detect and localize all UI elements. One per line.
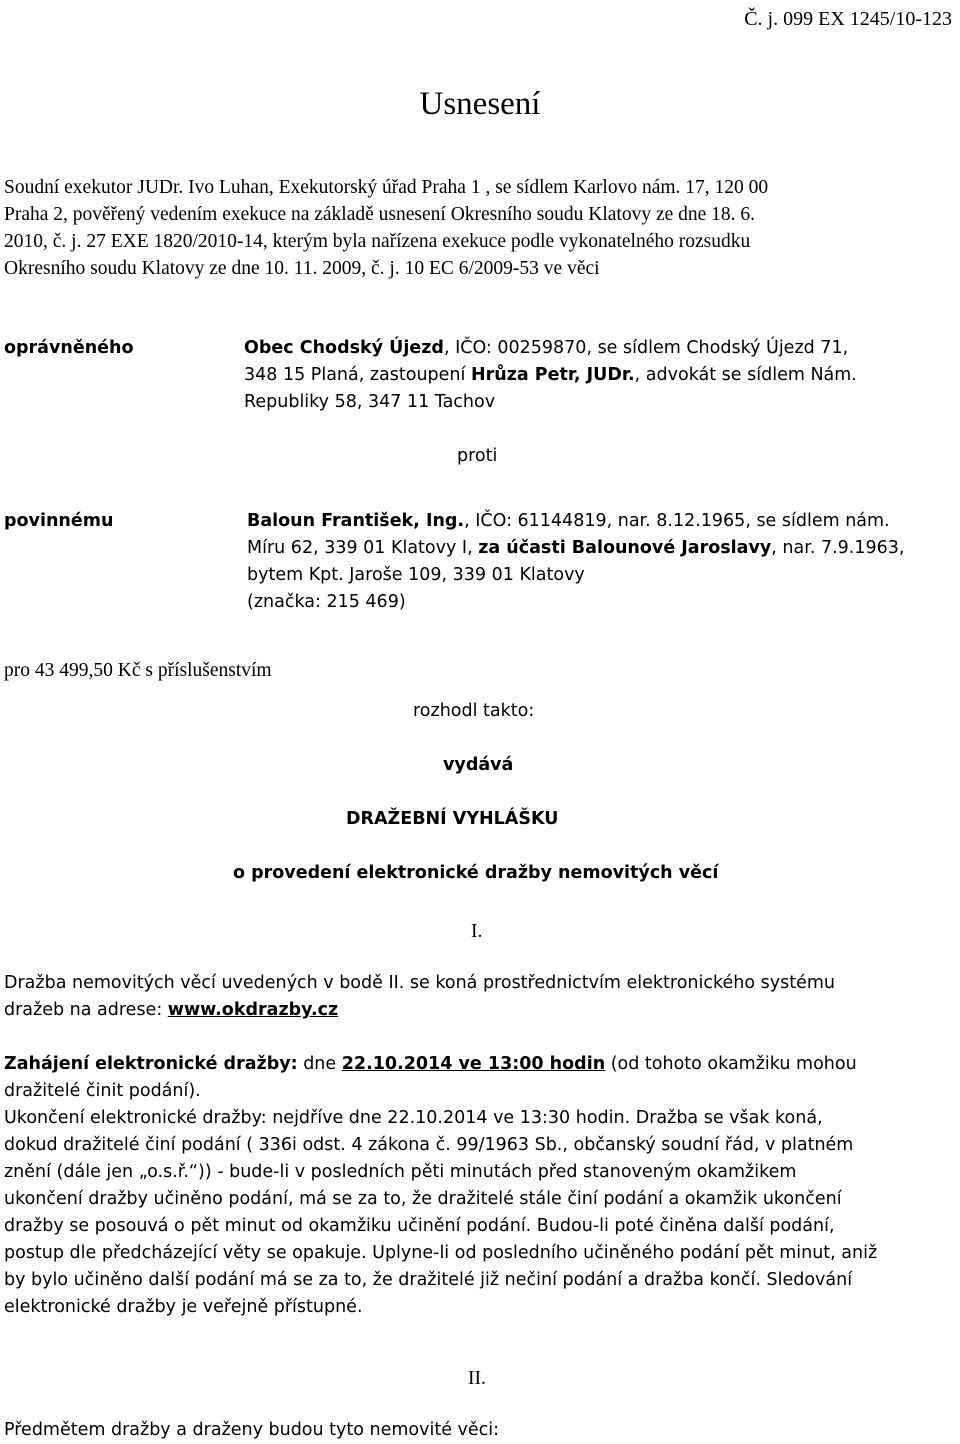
auction-end-line: Ukončení elektronické dražby: nejdříve dne 22.10.2014 ve 13:30 hodin. Dražba se však koná, — [4, 1108, 823, 1128]
auction-website-link[interactable]: www.okdrazby.cz — [167, 1000, 339, 1020]
auction-end-line: elektronické dražby je veřejně přístupné. — [4, 1297, 363, 1317]
debtor-label: povinnému — [4, 511, 114, 531]
claim-amount: pro 43 499,50 Kč s příslušenstvím — [4, 660, 272, 681]
intro-line-4: Okresního soudu Klatovy ze dne 10. 11. 2009, č. j. 10 EC 6/2009-53 ve věci — [4, 258, 600, 279]
creditor-representative: Hrůza Petr, JUDr. — [470, 365, 635, 385]
document-title: Usnesení — [419, 86, 541, 122]
issues-label: vydává — [443, 755, 514, 775]
auction-start-line-2: dražitelé činit podání). — [4, 1081, 201, 1101]
auction-start-label: Zahájení elektronické dražby: — [4, 1054, 298, 1074]
creditor-name: Obec Chodský Újezd — [244, 338, 444, 358]
creditor-line-3: Republiky 58, 347 11 Tachov — [244, 392, 496, 412]
auction-end-line: ukončení dražby učiněno podání, má se za to, že dražitelé stále činí podání a okamžik ukončení — [4, 1189, 842, 1209]
creditor-line-2: 348 15 Planá, zastoupení Hrůza Petr, JUDr., advokát se sídlem Nám. — [244, 365, 857, 385]
case-reference: Č. j. 099 EX 1245/10-123 — [744, 8, 952, 30]
auction-end-line: by bylo učiněno další podání má se za to, že dražitelé již nečiní podání a dražba končí. Sledování — [4, 1270, 853, 1290]
intro-line-1: Soudní exekutor JUDr. Ivo Luhan, Exekutorský úřad Praha 1 , se sídlem Karlovo nám. 17, 120 00 — [4, 177, 769, 198]
section-1-number: I. — [471, 921, 483, 942]
section-2-number: II. — [468, 1368, 486, 1389]
section-2-intro: Předmětem dražby a draženy budou tyto nemovité věci: — [4, 1420, 500, 1440]
creditor-line-1: Obec Chodský Újezd, IČO: 00259870, se sídlem Chodský Újezd 71, — [244, 338, 849, 358]
debtor-line-4: (značka: 215 469) — [247, 592, 406, 612]
auction-end-line: dražby se posouvá o pět minut od okamžiku učinění podání. Budou-li poté činěna další podání, — [4, 1216, 835, 1236]
debtor-block — [247, 508, 959, 616]
auction-end-line: znění (dále jen „o.s.ř.“)) - bude-li v posledních pěti minutách před stanoveným okamžikem — [4, 1162, 797, 1182]
auction-end-line: dokud dražitelé činí podání ( 336i odst. 4 zákona č. 99/1963 Sb., občanský soudní řád, v platném — [4, 1135, 854, 1155]
section-1-para-line-2: dražeb na adrese: www.okdrazby.cz — [4, 1000, 339, 1020]
debtor-name: Baloun František, Ing. — [247, 511, 465, 531]
notice-title: DRAŽEBNÍ VYHLÁŠKU — [346, 809, 559, 829]
notice-subtitle: o provedení elektronické dražby nemovitých věcí — [233, 863, 719, 883]
debtor-line-2: Míru 62, 339 01 Klatovy I, za účasti Balounové Jaroslavy, nar. 7.9.1963, — [247, 538, 905, 558]
debtor-line-1: Baloun František, Ing., IČO: 61144819, nar. 8.12.1965, se sídlem nám. — [247, 511, 890, 531]
auction-start-line: Zahájení elektronické dražby: dne 22.10.2014 ve 13:00 hodin (od tohoto okamžiku mohou — [4, 1054, 857, 1074]
decision-intro: rozhodl takto: — [413, 701, 535, 721]
auction-end-line: postup dle předcházející věty se opakuje. Uplyne-li od posledního učiněného podání pět minut, aniž — [4, 1243, 878, 1263]
creditor-block — [244, 335, 956, 416]
debtor-participation: za účasti Balounové Jaroslavy — [478, 538, 772, 558]
versus-label: proti — [457, 446, 498, 466]
intro-line-3: 2010, č. j. 27 EXE 1820/2010-14, kterým byla nařízena exekuce podle vykonatelného rozsudku — [4, 231, 751, 252]
section-1-para-line-1: Dražba nemovitých věcí uvedených v bodě II. se koná prostřednictvím elektronického systému — [4, 973, 835, 993]
debtor-line-3: bytem Kpt. Jaroše 109, 339 01 Klatovy — [247, 565, 585, 585]
intro-line-2: Praha 2, pověřený vedením exekuce na základě usnesení Okresního soudu Klatovy ze dne 18. 6. — [4, 204, 756, 225]
auction-start-datetime: 22.10.2014 ve 13:00 hodin — [341, 1054, 606, 1074]
creditor-label: oprávněného — [4, 338, 134, 358]
